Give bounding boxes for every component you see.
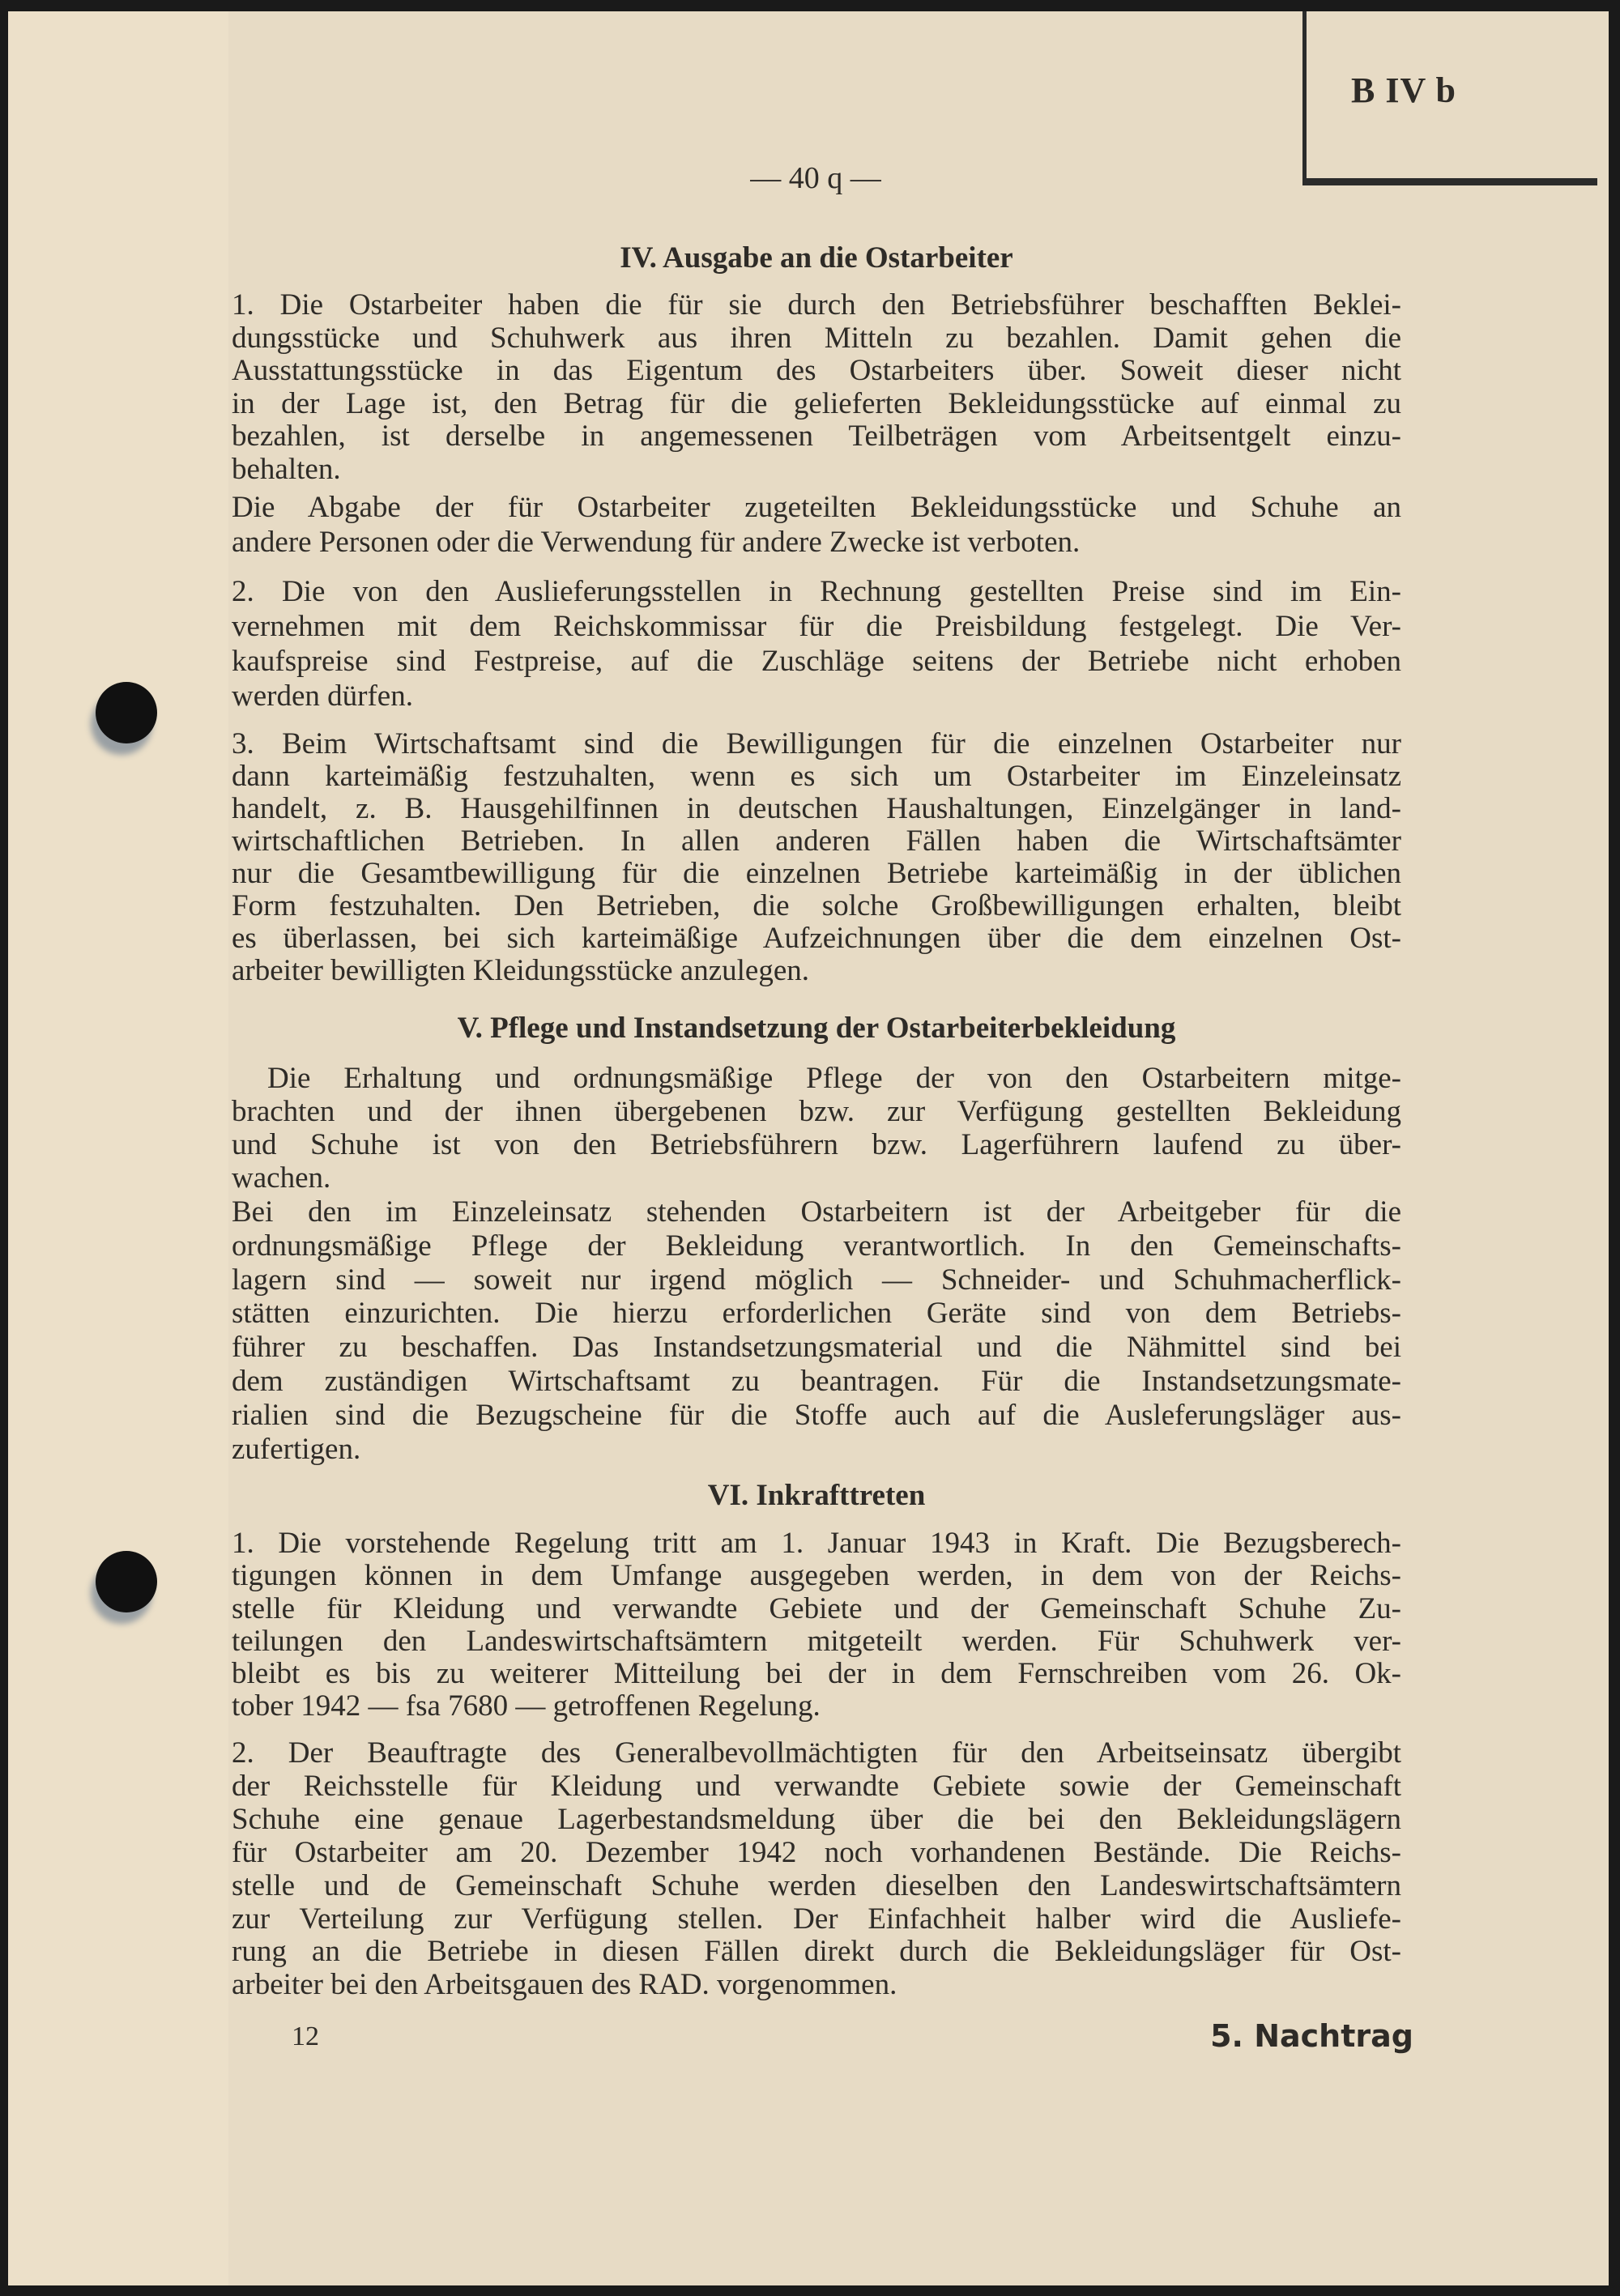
text-line: wirtschaftlichen Betrieben. In allen anderen Fällen haben die Wirtschaftsämter <box>232 824 1401 858</box>
register-box-border <box>1302 11 1307 183</box>
text-line: rialien sind die Bezugscheine für die Stoffe auch auf die Ausleferungsläger aus- <box>232 1398 1401 1432</box>
text-line: dungsstücke und Schuhwerk aus ihren Mitteln zu bezahlen. Damit gehen die <box>232 321 1401 355</box>
text-line: dem zuständigen Wirtschaftsamt zu beantragen. Für die Instandsetzungsmate- <box>232 1364 1401 1398</box>
text-line: der Reichsstelle für Kleidung und verwandte Gebiete sowie der Gemeinschaft <box>232 1769 1401 1803</box>
text-line: dann karteimäßig festzuhalten, wenn es sich um Ostarbeiter im Einzeleinsatz <box>232 760 1401 793</box>
text-line: arbeiter bewilligten Kleidungsstücke anzulegen. <box>232 954 810 987</box>
text-line: vernehmen mit dem Reichskommissar für die Preisbildung festgelegt. Die Ver- <box>232 610 1401 643</box>
text-line: Die Abgabe der für Ostarbeiter zugeteilten Bekleidungsstücke und Schuhe an <box>232 491 1401 524</box>
paragraph <box>232 1737 1401 2002</box>
text-line: und Schuhe ist von den Betriebsführern bzw. Lagerführern laufend zu über- <box>232 1128 1401 1161</box>
text-line: Ausstattungsstücke in das Eigentum des Ostarbeiters über. Soweit dieser nicht <box>232 354 1401 387</box>
text-line: es überlassen, bei sich karteimäßige Aufzeichnungen über die dem einzelnen Ost- <box>232 922 1401 955</box>
text-line: bezahlen, ist derselbe in angemessenen Teilbeträgen vom Arbeitsentgelt einzu- <box>232 420 1401 453</box>
register-code: B IV b <box>1351 70 1456 110</box>
text-line: ordnungsmäßige Pflege der Bekleidung verantwortlich. In den Gemeinschafts- <box>232 1229 1401 1263</box>
paragraph <box>232 1195 1401 1466</box>
text-line: für Ostarbeiter am 20. Dezember 1942 noch vorhandenen Bestände. Die Reichs- <box>232 1835 1401 1869</box>
text-line: 2. Die von den Auslieferungsstellen in Rechnung gestellten Preise sind im Ein- <box>232 575 1401 608</box>
text-line: tigungen können in dem Umfange ausgegeben werden, in dem von der Reichs- <box>232 1559 1401 1593</box>
text-line: nur die Gesamtbewilligung für die einzelnen Betriebe karteimäßig in der üblichen <box>232 857 1401 890</box>
paragraph <box>232 728 1401 987</box>
text-line: arbeiter bei den Arbeitsgauen des RAD. vorgenommen. <box>232 1968 897 2002</box>
section-heading: VI. Inkrafttreten <box>707 1479 926 1512</box>
text-line: teilungen den Landeswirtschaftsämtern mitgeteilt werden. Für Schuhwerk ver- <box>232 1624 1401 1658</box>
paragraph <box>232 289 1401 486</box>
text-line: führer zu beschaffen. Das Instandsetzungsmaterial und die Nähmittel sind bei <box>232 1331 1401 1365</box>
text-line: 3. Beim Wirtschaftsamt sind die Bewilligungen für die einzelnen Ostarbeiter nur <box>232 727 1401 760</box>
paragraph <box>232 490 1401 560</box>
text-line: bleibt es bis zu weiterer Mitteilung bei der in dem Fernschreiben vom 26. Ok- <box>232 1657 1401 1691</box>
text-line: handelt, z. B. Hausgehilfinnen in deutschen Haushaltungen, Einzelgänger in land- <box>232 792 1401 825</box>
text-line: Bei den im Einzeleinsatz stehenden Ostarbeitern ist der Arbeitgeber für die <box>232 1195 1401 1229</box>
text-line: werden dürfen. <box>232 679 413 713</box>
paragraph <box>232 1062 1401 1195</box>
text-line: Die Erhaltung und ordnungsmäßige Pflege der von den Ostarbeitern mitge- <box>267 1062 1401 1095</box>
text-line: zur Verteilung zur Verfügung stellen. Der Einfachheit halber wird die Ausliefe- <box>232 1902 1401 1936</box>
text-line: andere Personen oder die Verwendung für andere Zwecke ist verboten. <box>232 526 1081 559</box>
punch-hole <box>96 682 157 743</box>
text-line: lagern sind — soweit nur irgend möglich — Schneider- und Schuhmacherflick- <box>232 1263 1401 1297</box>
section-heading: IV. Ausgabe an die Ostarbeiter <box>620 241 1013 275</box>
text-line: stelle für Kleidung und verwandte Gebiete und der Gemeinschaft Schuhe Zu- <box>232 1591 1401 1625</box>
text-line: kaufspreise sind Festpreise, auf die Zuschläge seitens der Betriebe nicht erhoben <box>232 645 1401 678</box>
paragraph <box>232 1527 1401 1723</box>
text-line: stätten einzurichten. Die hierzu erforderlichen Geräte sind von dem Betriebs- <box>232 1297 1401 1331</box>
text-line: stelle und de Gemeinschaft Schuhe werden dieselben den Landeswirtschaftsämtern <box>232 1868 1401 1902</box>
footer-page-number: 12 <box>292 2021 319 2051</box>
text-line: wachen. <box>232 1161 331 1195</box>
section-heading: V. Pflege und Instandsetzung der Ostarbeiterbekleidung <box>457 1012 1176 1045</box>
text-line: rung an die Betriebe in diesen Fällen direkt durch die Bekleidungsläger für Ost- <box>232 1935 1401 1969</box>
text-line: behalten. <box>232 452 341 486</box>
text-line: 1. Die vorstehende Regelung tritt am 1. Januar 1943 in Kraft. Die Bezugsberech- <box>232 1527 1401 1560</box>
text-line: Schuhe eine genaue Lagerbestandsmeldung über die bei den Bekleidungslägern <box>232 1802 1401 1836</box>
text-line: zufertigen. <box>232 1432 361 1466</box>
page-number: — 40 q — <box>750 161 881 195</box>
footer-supplement: 5. Nachtrag <box>1210 2018 1413 2054</box>
text-line: 2. Der Beauftragte des Generalbevollmächtigten für den Arbeitseinsatz übergibt <box>232 1736 1401 1770</box>
text-line: tober 1942 — fsa 7680 — getroffenen Regelung. <box>232 1689 821 1723</box>
text-line: brachten und der ihnen übergebenen bzw. zur Verfügung gestellten Bekleidung <box>232 1095 1401 1128</box>
text-line: Form festzuhalten. Den Betrieben, die solche Großbewilligungen erhalten, bleibt <box>232 889 1401 922</box>
text-line: 1. Die Ostarbeiter haben die für sie durch den Betriebsführer beschafften Beklei- <box>232 288 1401 322</box>
left-margin-strip <box>8 11 228 2285</box>
paragraph <box>232 574 1401 714</box>
text-line: in der Lage ist, den Betrag für die gelieferten Bekleidungsstücke auf einmal zu <box>232 386 1401 420</box>
punch-hole <box>96 1551 157 1612</box>
